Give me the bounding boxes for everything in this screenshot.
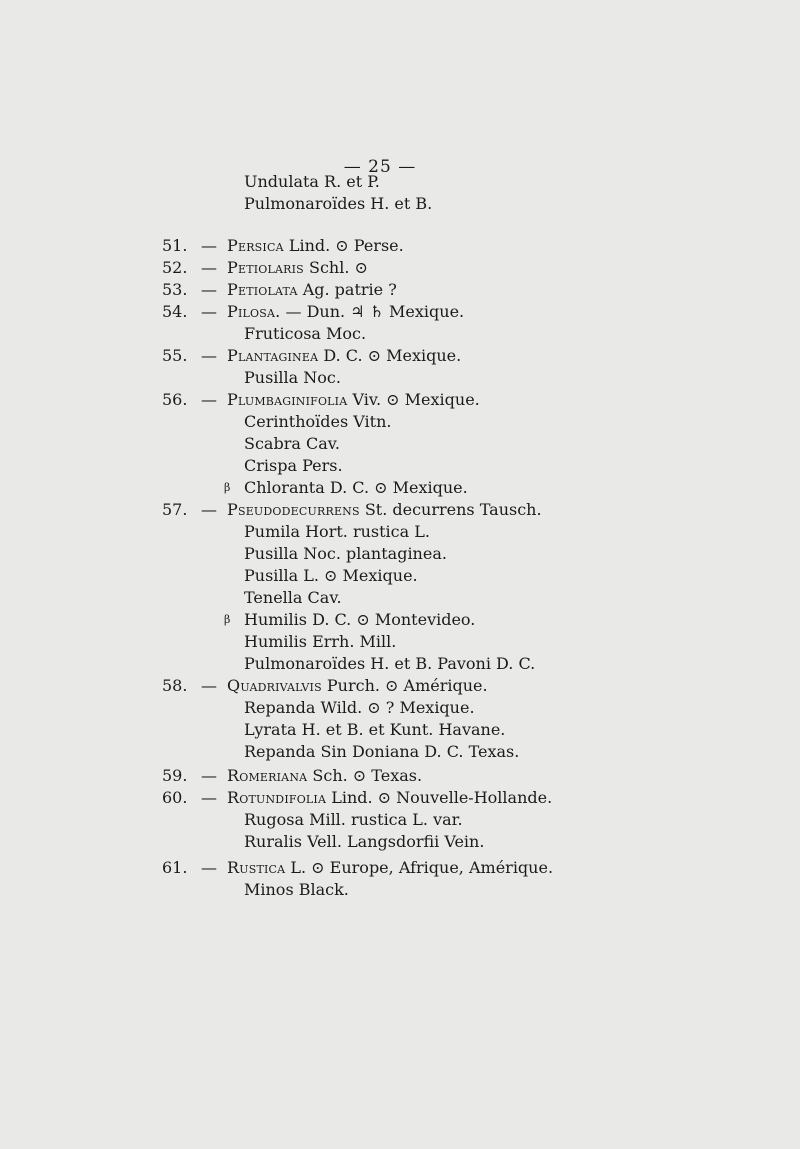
entry-text	[244, 631, 396, 652]
variety-marker: β	[224, 613, 231, 626]
species-name: Rotundifolia	[227, 788, 327, 807]
entry-text	[227, 301, 464, 322]
species-name: Romeriana	[227, 766, 308, 785]
entry-detail: Viv. ⊙ Mexique.	[347, 390, 480, 409]
entry-dash: —	[201, 788, 217, 807]
entry-number: 54.	[162, 302, 188, 321]
entry-number: 61.	[162, 858, 188, 877]
species-name: Petiolata	[227, 280, 298, 299]
entry-number: 58.	[162, 676, 188, 695]
entry-detail: — Dun. ♃ ♄ Mexique.	[280, 302, 465, 321]
entry-detail: Pulmonaroïdes H. et B.	[244, 194, 433, 213]
entry-text	[244, 367, 341, 388]
entry-line	[0, 809, 800, 830]
entry-line	[0, 609, 800, 630]
entry-detail: Sch. ⊙ Texas.	[307, 766, 423, 785]
entry-detail: Purch. ⊙ Amérique.	[321, 676, 488, 695]
entry-line	[0, 521, 800, 542]
entry-line	[0, 477, 800, 498]
variety-marker: β	[224, 481, 231, 494]
entry-line	[0, 831, 800, 852]
entry-detail: Repanda Sin Doniana D. C. Texas.	[244, 742, 520, 761]
entry-line	[0, 433, 800, 454]
entry-line	[0, 565, 800, 586]
entry-line	[0, 193, 800, 214]
entry-dash: —	[201, 258, 217, 277]
entry-text	[227, 857, 553, 878]
entry-text	[227, 499, 542, 520]
entry-line	[0, 857, 800, 878]
entry-text	[244, 565, 418, 586]
entry-line	[0, 879, 800, 900]
entry-detail: Pusilla L. ⊙ Mexique.	[244, 566, 418, 585]
entry-detail: Rugosa Mill. rustica L. var.	[244, 810, 463, 829]
entry-detail: D. C. ⊙ Mexique.	[318, 346, 462, 365]
entry-text	[244, 719, 505, 740]
species-name: Plumbaginifolia	[227, 390, 348, 409]
page-number: — 25 —	[343, 157, 417, 177]
entry-line	[0, 323, 800, 344]
entry-line	[0, 367, 800, 388]
entry-line	[0, 301, 800, 322]
entry-text	[244, 171, 380, 192]
entry-line	[0, 719, 800, 740]
entry-dash: —	[201, 390, 217, 409]
entry-text	[244, 587, 342, 608]
entry-line	[0, 765, 800, 786]
entry-detail: Crispa Pers.	[244, 456, 343, 475]
entry-line	[0, 279, 800, 300]
entry-line	[0, 235, 800, 256]
entry-number: 55.	[162, 346, 188, 365]
entry-text	[244, 193, 432, 214]
entry-text	[227, 345, 461, 366]
entry-detail: Lyrata H. et B. et Kunt. Havane.	[244, 720, 506, 739]
entry-detail: Scabra Cav.	[244, 434, 340, 453]
entry-text	[244, 477, 468, 498]
entry-text	[227, 765, 422, 786]
entry-number: 51.	[162, 236, 188, 255]
entry-detail: Humilis Errh. Mill.	[244, 632, 397, 651]
entry-number: 59.	[162, 766, 188, 785]
entry-text	[244, 697, 475, 718]
entry-text	[244, 521, 430, 542]
entry-number: 60.	[162, 788, 188, 807]
entry-line	[0, 741, 800, 762]
entry-dash: —	[201, 280, 217, 299]
entry-dash: —	[201, 676, 217, 695]
entry-text	[244, 831, 484, 852]
species-name: Plantaginea	[227, 346, 319, 365]
entry-text	[244, 653, 535, 674]
entry-detail: Tenella Cav.	[244, 588, 342, 607]
entry-detail: Undulata R. et P.	[244, 172, 380, 191]
entry-detail: Repanda Wild. ⊙ ? Mexique.	[244, 698, 475, 717]
entry-detail: Lind. ⊙ Nouvelle-Hollande.	[326, 788, 553, 807]
entry-text	[227, 279, 397, 300]
entry-line	[0, 389, 800, 410]
entry-text	[244, 433, 340, 454]
entry-detail: Lind. ⊙ Perse.	[283, 236, 404, 255]
entry-detail: Fruticosa Moc.	[244, 324, 367, 343]
entry-text	[244, 809, 463, 830]
entry-line	[0, 257, 800, 278]
entry-detail: Pulmonaroïdes H. et B. Pavoni D. C.	[244, 654, 536, 673]
entry-line	[0, 455, 800, 476]
entry-detail: Chloranta D. C. ⊙ Mexique.	[244, 478, 468, 497]
entry-line	[0, 587, 800, 608]
entry-number: 53.	[162, 280, 188, 299]
entry-text	[244, 411, 391, 432]
species-name: Persica	[227, 236, 284, 255]
entry-text	[244, 323, 366, 344]
species-name: Petiolaris	[227, 258, 304, 277]
entry-detail: L. ⊙ Europe, Afrique, Amérique.	[285, 858, 554, 877]
entry-text	[244, 455, 343, 476]
entry-line	[0, 675, 800, 696]
entry-number: 57.	[162, 500, 188, 519]
entry-number: 52.	[162, 258, 188, 277]
entry-text	[244, 741, 519, 762]
entry-dash: —	[201, 302, 217, 321]
entry-detail: Pumila Hort. rustica L.	[244, 522, 430, 541]
entry-line	[0, 543, 800, 564]
entry-detail: Schl. ⊙	[303, 258, 368, 277]
entry-line	[0, 631, 800, 652]
entry-line	[0, 171, 800, 192]
entry-line	[0, 697, 800, 718]
species-name: Pseudodecurrens	[227, 500, 360, 519]
entry-dash: —	[201, 236, 217, 255]
entry-detail: Pusilla Noc. plantaginea.	[244, 544, 447, 563]
entry-detail: St. decurrens Tausch.	[359, 500, 542, 519]
entry-text	[244, 609, 475, 630]
entry-line	[0, 499, 800, 520]
entry-line	[0, 653, 800, 674]
species-name: Quadrivalvis	[227, 676, 322, 695]
entry-text	[244, 543, 447, 564]
species-name: Rustica	[227, 858, 286, 877]
entry-detail: Ruralis Vell. Langsdorfii Vein.	[244, 832, 485, 851]
entry-detail: Cerinthoïdes Vitn.	[244, 412, 392, 431]
entry-dash: —	[201, 500, 217, 519]
entry-text	[227, 389, 480, 410]
entry-text	[227, 257, 368, 278]
entry-text	[244, 879, 349, 900]
entry-line	[0, 345, 800, 366]
entry-detail: Pusilla Noc.	[244, 368, 341, 387]
entry-number: 56.	[162, 390, 188, 409]
entry-dash: —	[201, 858, 217, 877]
entry-dash: —	[201, 766, 217, 785]
entry-line	[0, 411, 800, 432]
entry-detail: Ag. patrie ?	[297, 280, 397, 299]
entry-dash: —	[201, 346, 217, 365]
entry-line	[0, 787, 800, 808]
entry-text	[227, 235, 404, 256]
entry-detail: Humilis D. C. ⊙ Montevideo.	[244, 610, 476, 629]
entry-text	[227, 675, 488, 696]
entry-text	[227, 787, 552, 808]
species-name: Pilosa.	[227, 302, 281, 321]
entry-detail: Minos Black.	[244, 880, 349, 899]
